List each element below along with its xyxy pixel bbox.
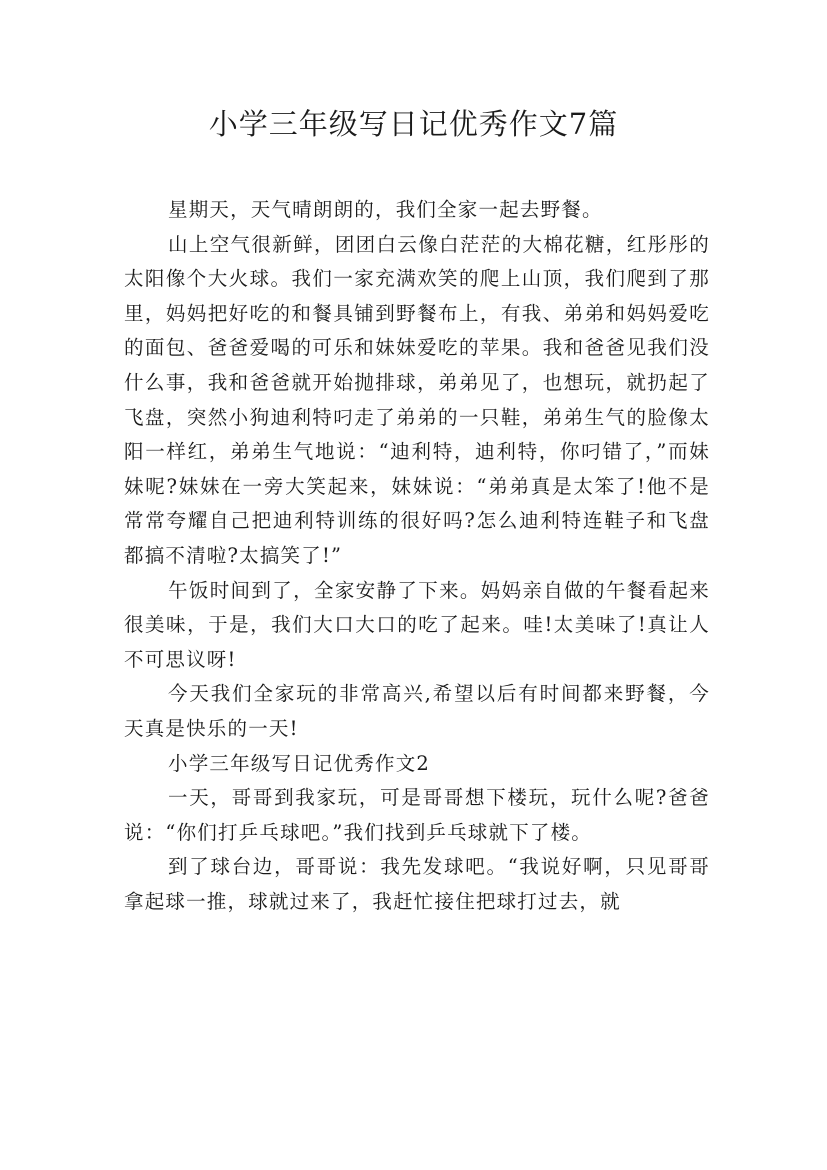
document-body (124, 193, 710, 919)
section-heading-2: 小学三年级写日记优秀作文2 (168, 751, 431, 775)
paragraph-5: 一天，哥哥到我家玩，可是哥哥想下楼玩，玩什么呢?爸爸说：“你们打乒乓球吧。”我们找到乒乓球就下了楼。 (124, 786, 710, 844)
document-title: 小学三年级写日记优秀作文7篇 (208, 107, 619, 141)
paragraph-4: 今天我们全家玩的非常高兴,希望以后有时间都来野餐，今天真是快乐的一天! (124, 682, 710, 740)
paragraph-1: 星期天，天气晴朗朗的，我们全家一起去野餐。 (168, 198, 603, 221)
paragraph-3: 午饭时间到了，全家安静了下来。妈妈亲自做的午餐看起来很美味，于是，我们大口大口的吃了起来。哇!太美味了!真让人不可思议呀! (124, 578, 710, 671)
paragraph-6: 到了球台边，哥哥说：我先发球吧。“我说好啊，只见哥哥拿起球一推，球就过来了，我赶忙接住把球打过去，就 (124, 855, 710, 913)
paragraph-2: 山上空气很新鲜，团团白云像白茫茫的大棉花糖，红彤彤的太阳像个大火球。我们一家充满欢笑的爬上山顶，我们爬到了那里，妈妈把好吃的和餐具铺到野餐布上，有我、弟弟和妈妈爱吃的面包、爸爸爱喝的可乐和妹妹爱吃的苹果。我和爸爸见我们没什么事，我和爸爸就开始抛排球，弟弟见了，也想玩，就扔起了飞盘，突然小狗迪利特叼走了弟弟的一只鞋，弟弟生气的脸像太阳一样红，弟弟生气地说：“迪利特，迪利特，你叼错了，”而妹妹呢?妹妹在一旁大笑起来，妹妹说：“弟弟真是太笨了!他不是常常夸耀自己把迪利特训练的很好吗?怎么迪利特连鞋子和飞盘都搞不清啦?太搞笑了!” (124, 232, 710, 567)
